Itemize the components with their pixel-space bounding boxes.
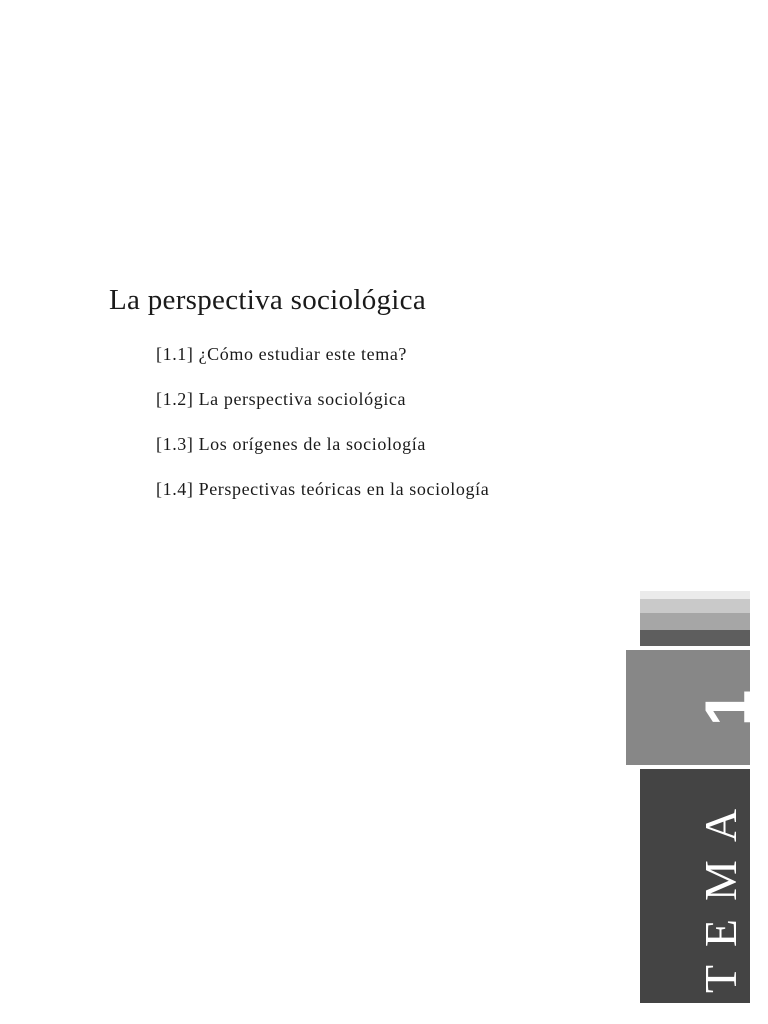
tab-stripe-3: [640, 613, 750, 630]
chapter-label: TEMA: [695, 790, 746, 994]
chapter-title: La perspectiva sociológica: [109, 284, 427, 316]
toc-item[interactable]: [1.3] Los orígenes de la sociología: [156, 434, 426, 454]
toc-item[interactable]: [1.4] Perspectivas teóricas en la sociología: [156, 479, 490, 499]
tab-stripe-4: [640, 630, 750, 646]
toc-item[interactable]: [1.2] La perspectiva sociológica: [156, 389, 407, 409]
tab-stripe-2: [640, 599, 750, 613]
chapter-number: 1: [691, 689, 765, 726]
toc-item[interactable]: [1.1] ¿Cómo estudiar este tema?: [156, 344, 408, 364]
tab-stripe-1: [640, 591, 750, 599]
chapter-label-tab: [640, 769, 750, 1003]
table-of-contents: [156, 343, 489, 523]
chapter-number-tab: [626, 650, 765, 765]
